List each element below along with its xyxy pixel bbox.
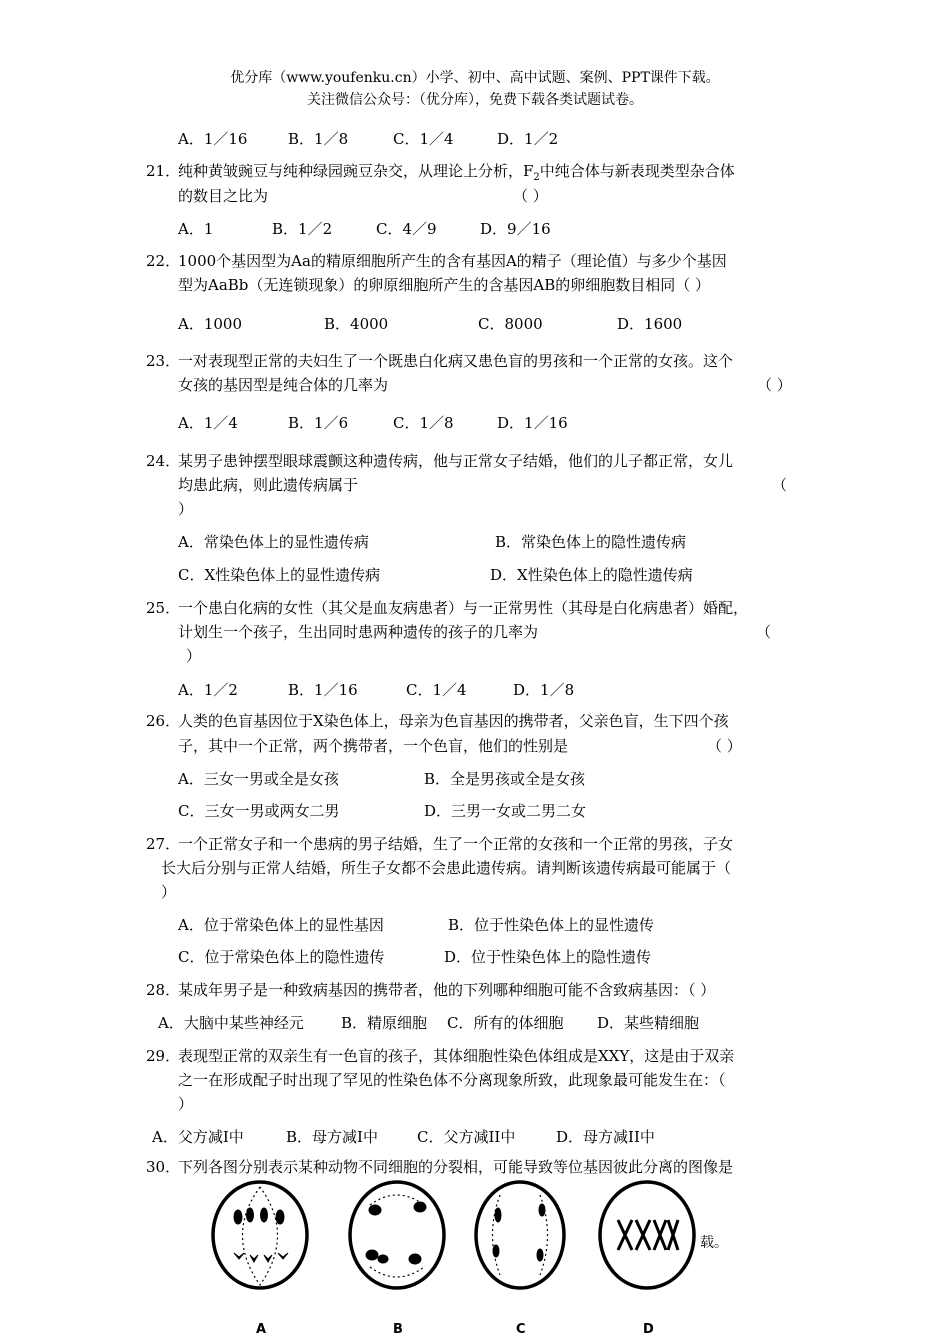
q23-option-d: D．1／16 <box>497 414 568 432</box>
q23-number: 23． <box>146 352 181 370</box>
q26-number: 26． <box>146 712 181 730</box>
q22-option-a: A．1000 <box>178 315 243 333</box>
q23-line-1: 一对表现型正常的夫妇生了一个既患白化病又患色盲的男孩和一个正常的女孩。这个 <box>178 352 734 370</box>
q22-number: 22． <box>146 252 181 270</box>
q30-number: 30． <box>146 1158 181 1176</box>
q25-line-1: 一个患白化病的女性（其父是血友病患者）与一正常男性（其母是白化病患者）婚配， <box>178 599 749 617</box>
q25-paren-open: （ <box>756 623 772 641</box>
q28-line-1: 某成年男子是一种致病基因的携带者，他的下列哪种细胞可能不含致病基因：（ ） <box>178 981 716 999</box>
q26-line-2: 子，其中一个正常，两个携带者，一个色盲，他们的性别是 <box>178 737 569 755</box>
q21-line-2: 的数目之比为 <box>178 187 269 205</box>
q23-option-c: C．1／8 <box>393 414 454 432</box>
q26-line-1: 人类的色盲基因位于X染色体上，母亲为色盲基因的携带者，父亲色盲，生下四个孩 <box>178 712 729 730</box>
q27-option-d: D．位于性染色体上的隐性遗传 <box>444 948 652 966</box>
q27-number: 27． <box>146 835 181 853</box>
q28-option-a: A．大脑中某些神经元 <box>158 1014 304 1032</box>
q28-number: 28． <box>146 981 181 999</box>
cell-c-contents <box>493 1195 548 1275</box>
q27-line-1: 一个正常女子和一个患病的男子结婚，生了一个正常的女孩和一个正常的男孩，子女 <box>178 835 734 853</box>
q24-paren-open: （ <box>772 476 788 494</box>
q24-line-1: 某男子患钟摆型眼球震颤这种遗传病，他与正常女子结婚，他们的儿子都正常，女儿 <box>178 452 734 470</box>
header-line-1: 优分库（www.youfenku.cn）小学、初中、高中试题、案例、PPT课件下载。 <box>230 70 720 86</box>
q22-option-d: D．1600 <box>617 315 683 333</box>
q30-line-1: 下列各图分别表示某种动物不同细胞的分裂相，可能导致等位基因彼此分离的图像是 <box>178 1158 734 1176</box>
header-line-2: 关注微信公众号：（优分库），免费下载各类试题试卷。 <box>307 92 643 108</box>
q22-option-c: C．8000 <box>478 315 543 333</box>
q26-option-b: B．全是男孩或全是女孩 <box>424 770 586 788</box>
q21-answer-paren: （ ） <box>513 187 548 205</box>
q25-option-b: B．1／16 <box>288 681 358 699</box>
figure-label-c: C <box>516 1322 526 1337</box>
q20-option-a: A．1／16 <box>178 130 248 148</box>
q28-option-b: B．精原细胞 <box>341 1014 428 1032</box>
q21-subscript: 2 <box>533 172 540 183</box>
q26-option-c: C．三女一男或两女二男 <box>178 802 340 820</box>
q28-option-c: C．所有的体细胞 <box>447 1014 564 1032</box>
q25-number: 25． <box>146 599 181 617</box>
q26-option-a: A．三女一男或全是女孩 <box>178 770 339 788</box>
q24-option-a: A．常染色体上的显性遗传病 <box>178 533 369 551</box>
q24-line-2: 均患此病，则此遗传病属于 <box>178 476 359 494</box>
q27-option-c: C．位于常染色体上的隐性遗传 <box>178 948 385 966</box>
figure-label-b: B <box>393 1322 403 1337</box>
q20-option-c: C．1／4 <box>393 130 454 148</box>
cell-d-outline <box>600 1182 694 1288</box>
q21-line-1: 纯种黄皱豌豆与纯种绿园豌豆杂交，从理论上分析，$F_2$中纯合体与新表现类型杂合体 <box>178 162 735 183</box>
q21-number: 21． <box>146 162 181 180</box>
q22-line-1: 1000个基因型为Aa的精原细胞所产生的含有基因A的精子（理论值）与多少个基因 <box>178 252 727 270</box>
q23-option-a: A．1／4 <box>178 414 238 432</box>
q29-option-b: B．母方减I中 <box>286 1128 378 1146</box>
q27-line-3: ） <box>161 883 177 901</box>
q20-option-b: B．1／8 <box>288 130 349 148</box>
stray-watermark-text: 载。 <box>700 1235 728 1251</box>
q21-option-a: A．1 <box>178 220 214 238</box>
q25-paren-close: ） <box>186 647 202 665</box>
q25-line-2: 计划生一个孩子，生出同时患两种遗传的孩子的几率为 <box>178 623 539 641</box>
q27-option-a: A．位于常染色体上的显性基因 <box>178 916 384 934</box>
figure-label-d: D <box>643 1322 654 1337</box>
q29-line-1: 表现型正常的双亲生有一色盲的孩子，其体细胞性染色体组成是XXY，这是由于双亲 <box>178 1047 735 1065</box>
q29-option-c: C．父方减II中 <box>417 1128 516 1146</box>
q29-option-a: A．父方减I中 <box>152 1128 244 1146</box>
cell-b-outline <box>350 1182 444 1288</box>
q25-option-d: D．1／8 <box>513 681 575 699</box>
q24-number: 24． <box>146 452 181 470</box>
q26-option-d: D．三男一女或二男二女 <box>424 802 587 820</box>
q24-option-d: D．X性染色体上的隐性遗传病 <box>490 566 693 584</box>
q24-option-c: C．X性染色体上的显性遗传病 <box>178 566 381 584</box>
cell-b-contents <box>366 1195 426 1277</box>
q22-option-b: B．4000 <box>324 315 389 333</box>
figure-label-a: A <box>256 1322 267 1337</box>
q24-option-b: B．常染色体上的隐性遗传病 <box>495 533 687 551</box>
cell-a-contents <box>234 1187 288 1285</box>
q27-line-2: 长大后分别与正常人结婚，所生子女都不会患此遗传病。请判断该遗传病最可能属于（ <box>161 859 732 877</box>
q22-line-2: 型为AaBb（无连锁现象）的卵原细胞所产生的含基因AB的卵细胞数目相同（ ） <box>178 276 711 294</box>
cell-division-figures <box>200 1175 710 1340</box>
q21-option-d: D．9／16 <box>480 220 551 238</box>
q29-line-2: 之一在形成配子时出现了罕见的性染色体不分离现象所致，此现象最可能发生在：（ <box>178 1071 726 1089</box>
cell-a-outline <box>213 1182 307 1288</box>
q23-answer-paren: （ ） <box>757 376 792 394</box>
q29-option-d: D．母方减II中 <box>556 1128 655 1146</box>
q21-option-c: C．4／9 <box>376 220 437 238</box>
q26-answer-paren: （ ） <box>707 737 742 755</box>
q23-option-b: B．1／6 <box>288 414 349 432</box>
q27-option-b: B．位于性染色体上的显性遗传 <box>448 916 655 934</box>
q25-option-a: A．1／2 <box>178 681 238 699</box>
cell-d-contents <box>618 1220 678 1250</box>
q25-option-c: C．1／4 <box>406 681 467 699</box>
q29-number: 29． <box>146 1047 181 1065</box>
q23-line-2: 女孩的基因型是纯合体的几率为 <box>178 376 389 394</box>
q28-option-d: D．某些精细胞 <box>597 1014 700 1032</box>
q20-option-d: D．1／2 <box>497 130 559 148</box>
q24-paren-close: ） <box>178 500 194 518</box>
q29-line-3: ） <box>178 1095 194 1113</box>
q21-option-b: B．1／2 <box>272 220 333 238</box>
cell-c-outline <box>476 1182 564 1288</box>
